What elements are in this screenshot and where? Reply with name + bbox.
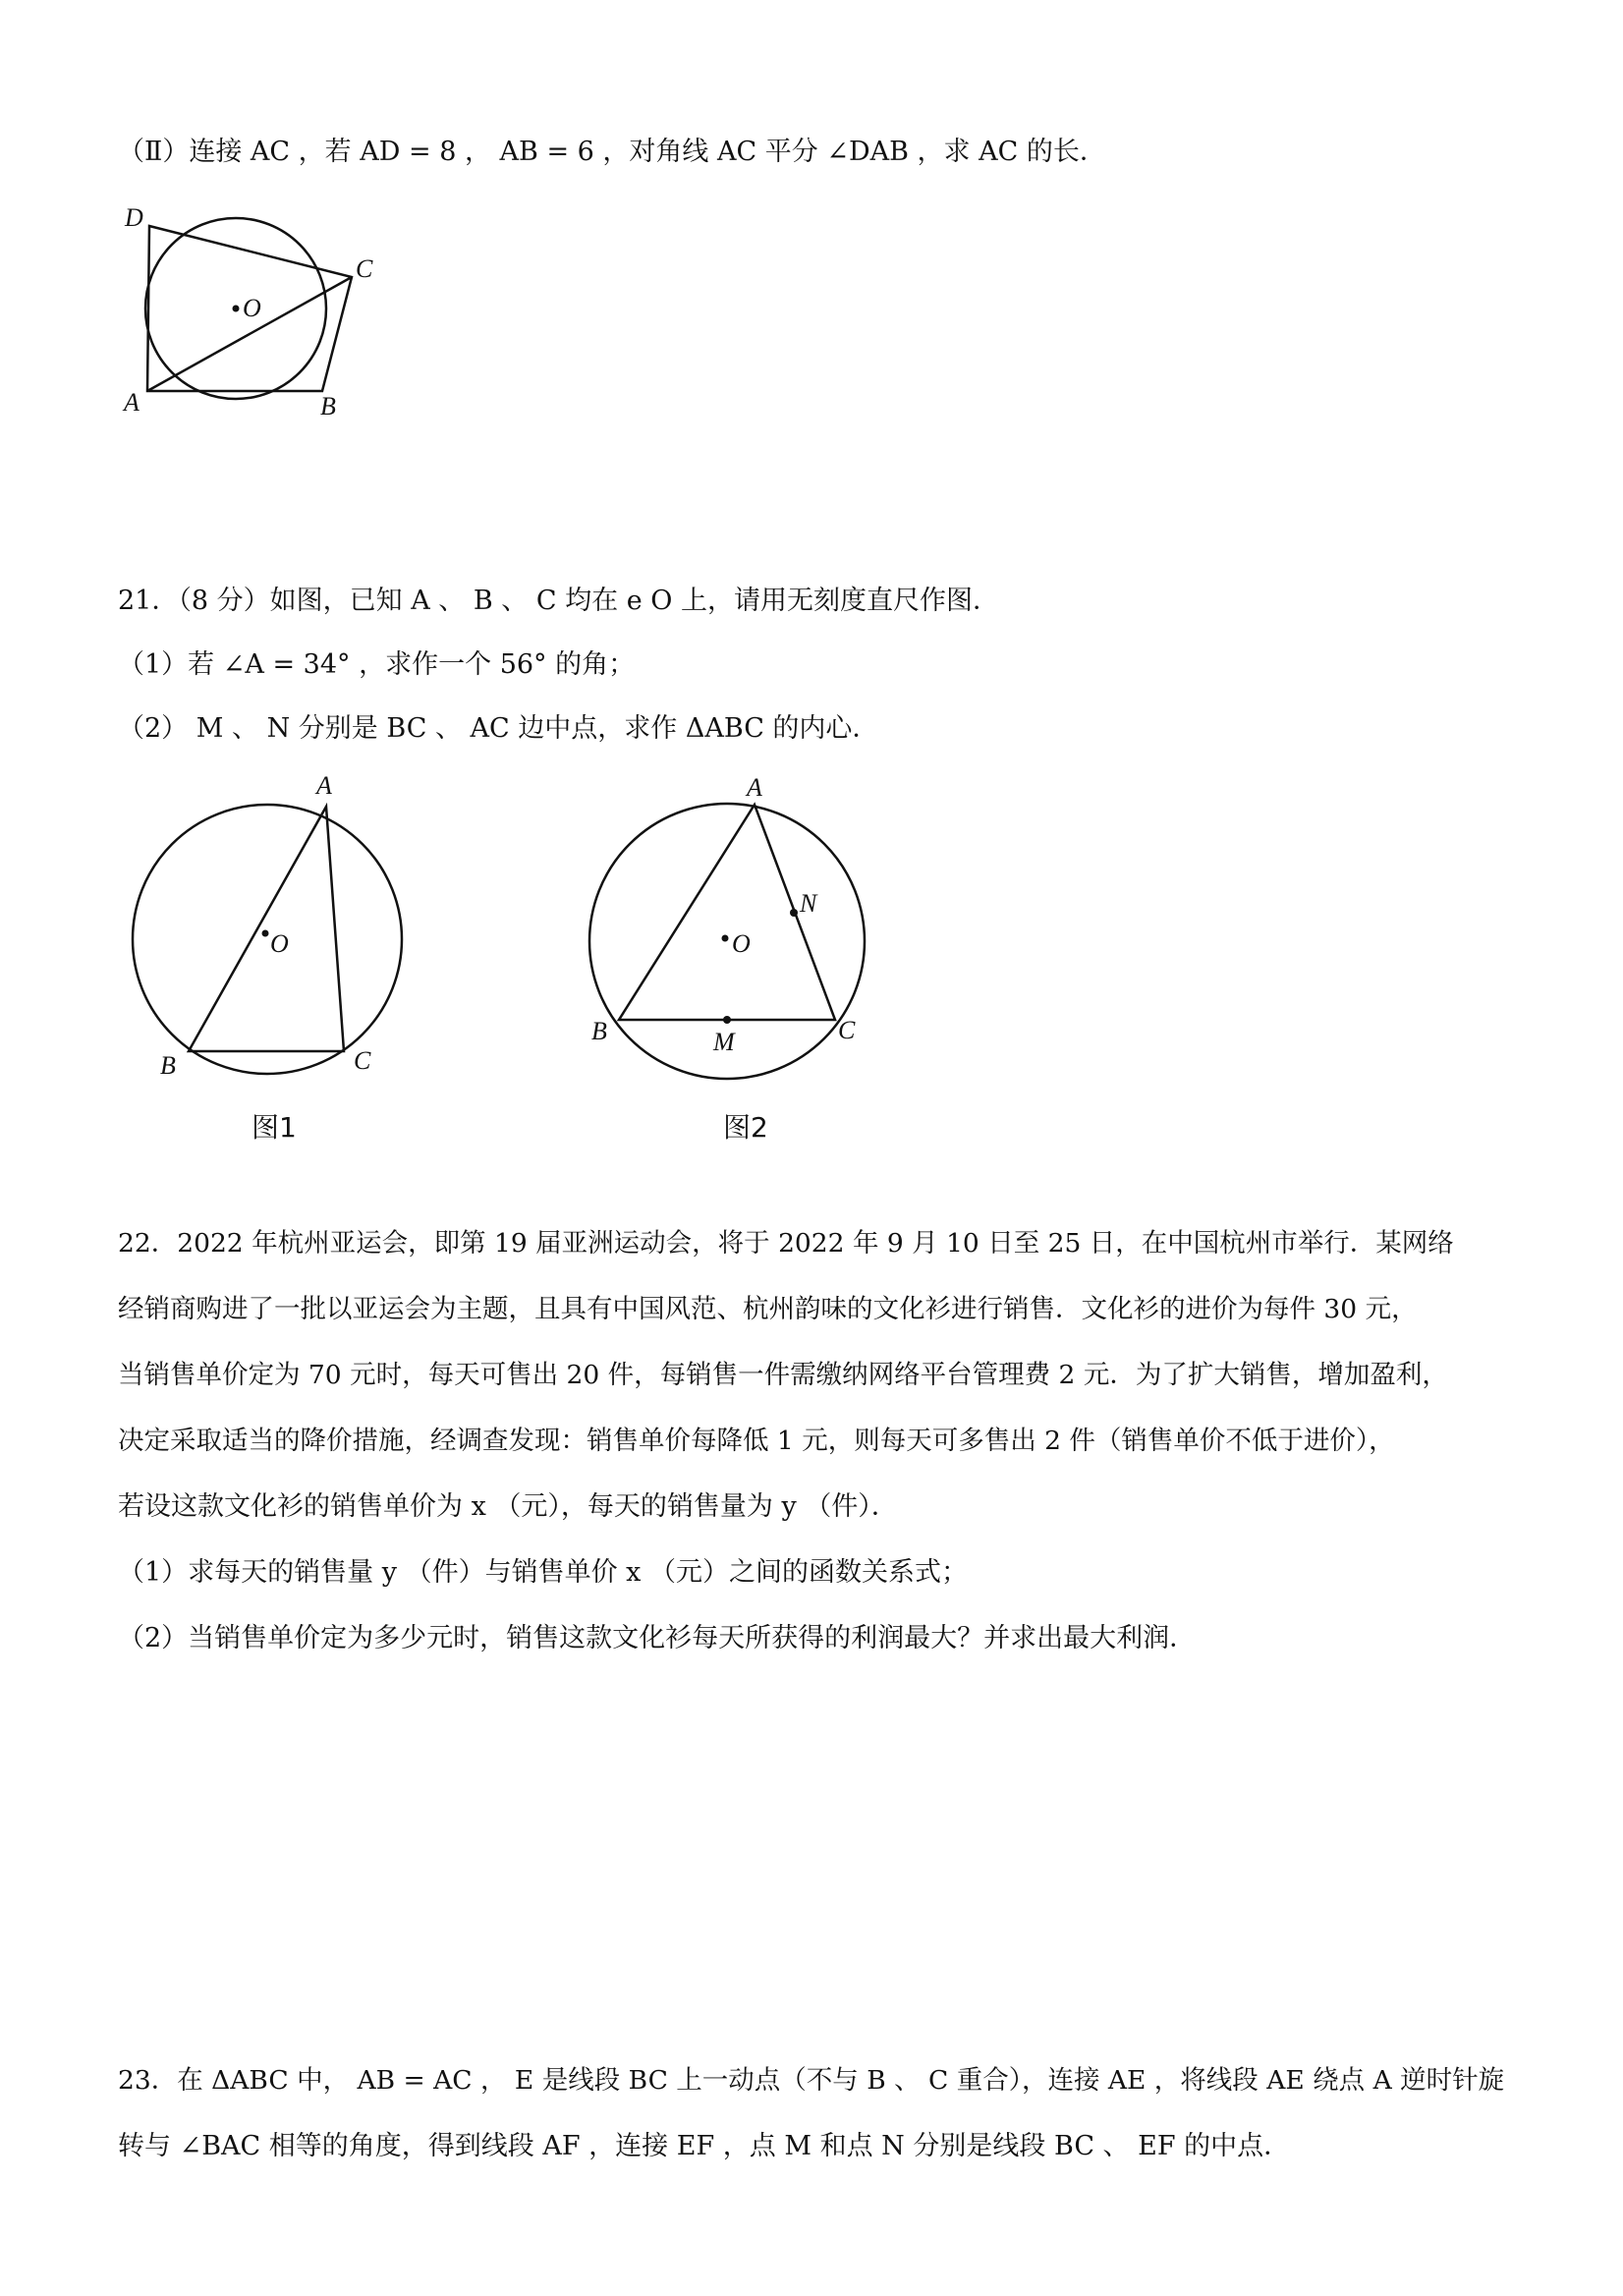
- q21-part2: （2） M 、 N 分别是 BC 、 AC 边中点，求作 ΔABC 的内心．: [118, 713, 879, 744]
- q20-part2-text: （Ⅱ）连接 AC ，若 AD = 8 ， AB = 6 ，对角线 AC 平分 ∠DAB ，求 AC 的长．: [118, 137, 1106, 167]
- fig1-label-B: B: [160, 1051, 176, 1080]
- fig1-label-A: A: [316, 771, 332, 800]
- q22-line-3: 当销售单价定为 70 元时，每天可售出 20 件，每销售一件需缴纳网络平台管理费 2 元．为了扩大销售，增加盈利，: [118, 1360, 1448, 1390]
- q23-line-2: 转与 ∠BAC 相等的角度，得到线段 AF ，连接 EF ，点 M 和点 N 分别是线段 BC 、 EF 的中点．: [118, 2131, 1291, 2161]
- fig2-label-B: B: [591, 1017, 607, 1045]
- q23-line-1: 23．在 ΔABC 中， AB = AC ， E 是线段 BC 上一动点（不与 B 、 C 重合），连接 AE ，将线段 AE 绕点 A 逆时针旋: [118, 2065, 1505, 2096]
- fig2-label-C: C: [838, 1016, 856, 1044]
- q22-part2: （2）当销售单价定为多少元时，销售这款文化衫每天所获得的利润最大？并求出最大利润．: [118, 1623, 1197, 1653]
- q22-line-2: 经销商购进了一批以亚运会为主题，且具有中国风范、杭州韵味的文化衫进行销售．文化衫的进价为每件 30 元，: [118, 1294, 1418, 1324]
- label-A: A: [124, 388, 140, 417]
- fig2-caption: 图2: [723, 1111, 768, 1144]
- fig1-label-C: C: [354, 1046, 371, 1075]
- q22-line-4: 决定采取适当的降价措施，经调查发现：销售单价每降低 1 元，则每天可多售出 2 件（销售单价不低于进价），: [118, 1426, 1395, 1456]
- fig2-label-M: M: [713, 1028, 735, 1056]
- label-B: B: [320, 392, 336, 420]
- fig2-label-A: A: [747, 773, 762, 802]
- q20-figure: [108, 196, 383, 432]
- q22-line-5: 若设这款文化衫的销售单价为 x （元），每天的销售量为 y （件）．: [118, 1491, 898, 1522]
- fig2-label-N: N: [800, 889, 817, 918]
- label-O: O: [243, 294, 261, 322]
- label-C: C: [356, 254, 373, 283]
- fig2-label-O: O: [732, 929, 751, 958]
- q21-figure-1: [108, 766, 442, 1081]
- q21-stem: 21．（8 分）如图，已知 A 、 B 、 C 均在 e O 上，请用无刻度直尺作图．: [118, 586, 999, 616]
- q21-part1: （1）若 ∠A = 34° ，求作一个 56° 的角；: [118, 649, 636, 680]
- label-D: D: [125, 203, 143, 232]
- q22-part1: （1）求每天的销售量 y （件）与销售单价 x （元）之间的函数关系式；: [118, 1557, 968, 1588]
- fig1-label-O: O: [270, 929, 289, 958]
- q22-line-1: 22．2022 年杭州亚运会，即第 19 届亚洲运动会，将于 2022 年 9 月 10 日至 25 日，在中国杭州市举行．某网络: [118, 1228, 1454, 1259]
- q21-figure-2: [570, 773, 904, 1071]
- fig1-caption: 图1: [252, 1111, 297, 1144]
